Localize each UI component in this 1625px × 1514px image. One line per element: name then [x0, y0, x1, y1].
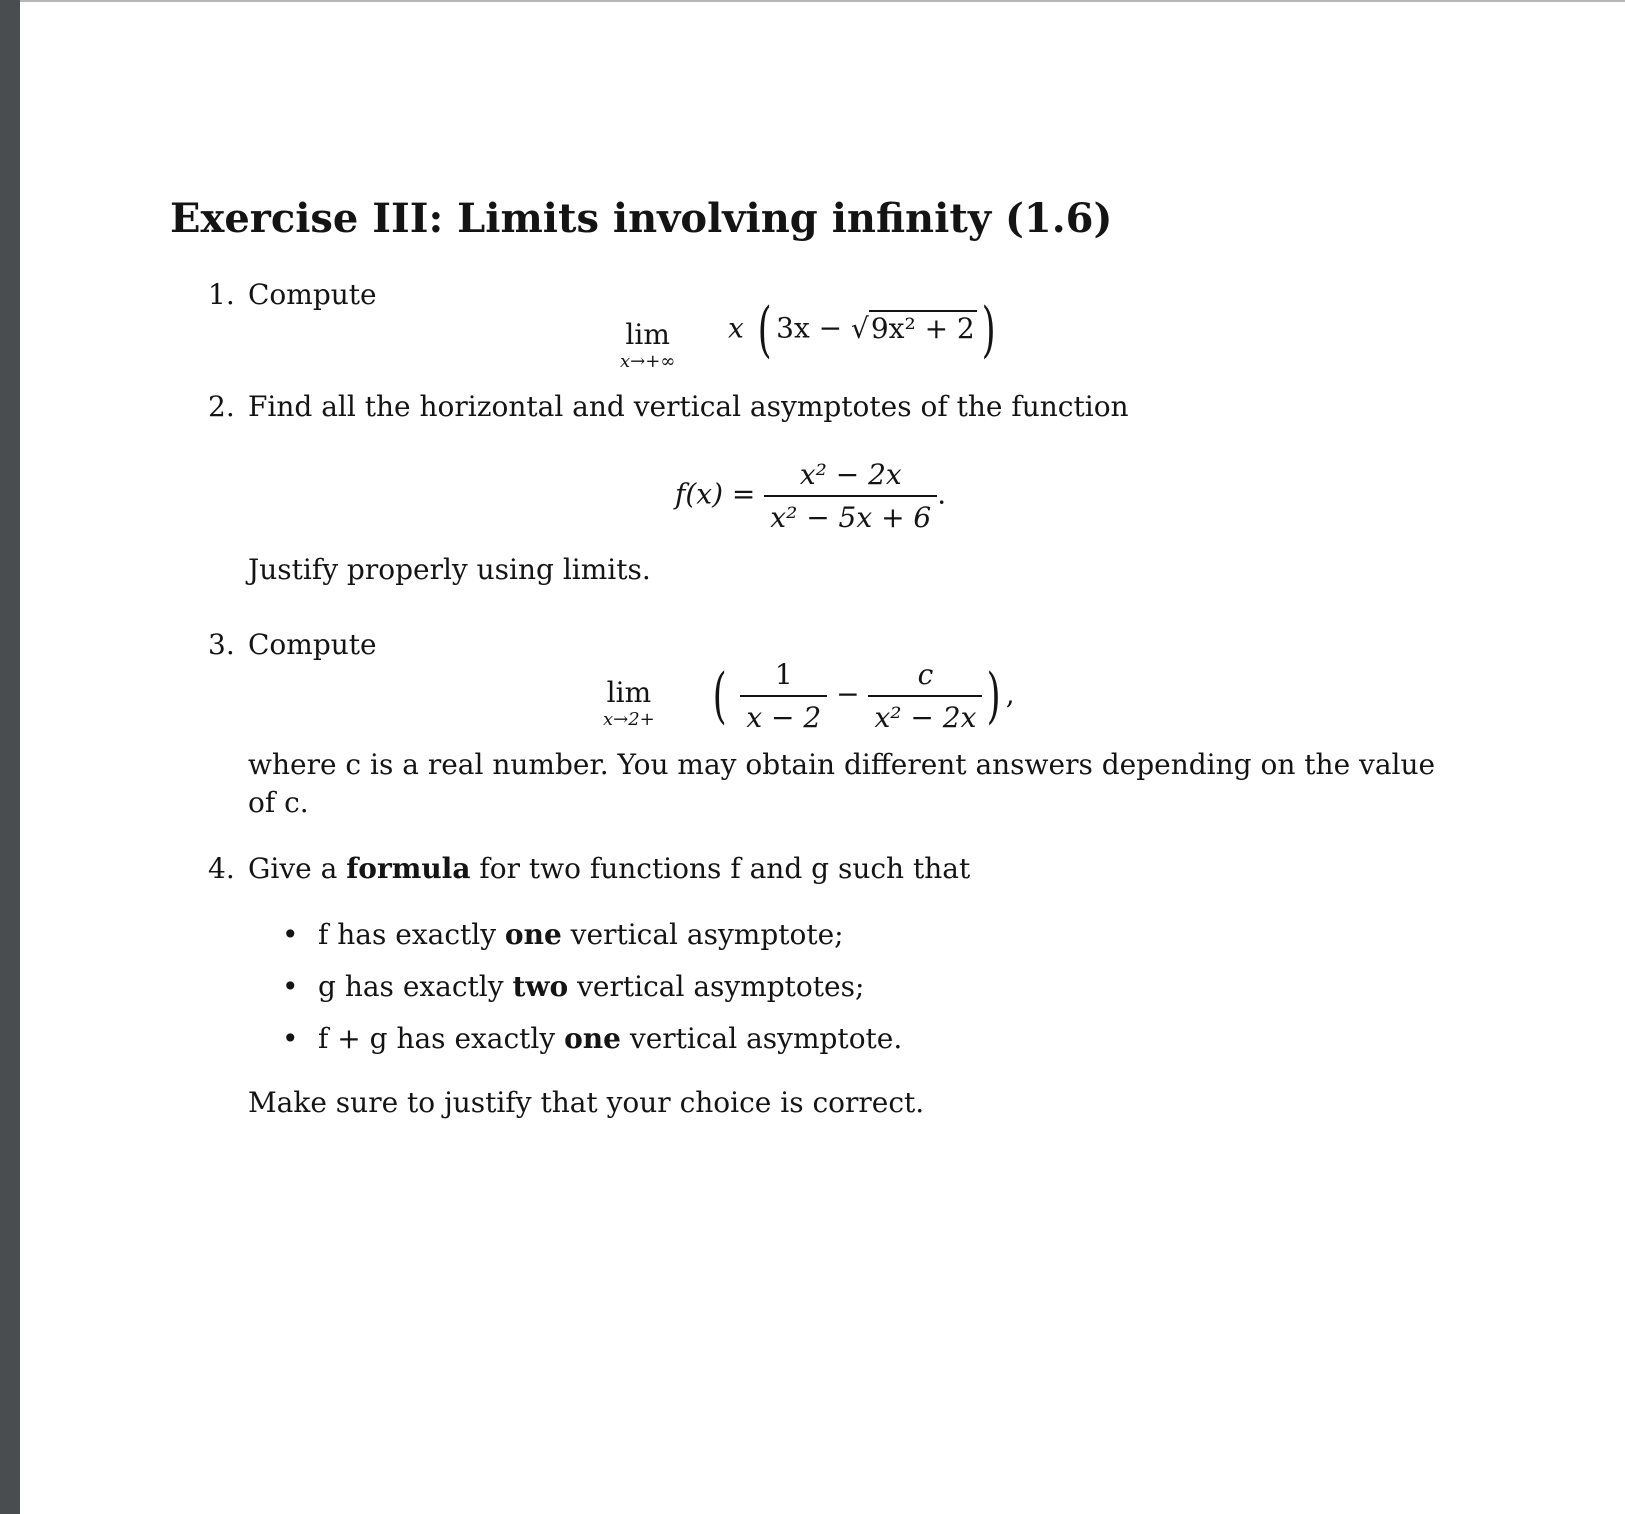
item-4-number: 4.: [208, 852, 235, 885]
bullet-2-bold: two: [512, 970, 569, 1003]
item-1-number: 1.: [208, 278, 235, 311]
fraction-numerator: x² − 2x: [799, 458, 902, 491]
limit-subscript: x→+∞: [620, 351, 676, 372]
item-2-text: Find all the horizontal and vertical asymptotes of the function: [248, 390, 1129, 423]
item-1-expression: [728, 295, 1000, 365]
trailing-comma: ,: [1005, 677, 1015, 711]
bullet-2-text: [318, 970, 864, 1003]
limit-word: lim: [625, 318, 670, 351]
item-2-function: [675, 458, 946, 534]
item-2-justify: Justify properly using limits.: [248, 553, 651, 586]
fraction-1: [740, 658, 827, 734]
expr-x: x: [728, 311, 744, 345]
bullet-2-post: vertical asymptotes;: [568, 970, 865, 1003]
function-lhs: f(x) =: [675, 477, 756, 511]
expr-3x-minus: 3x −: [776, 311, 851, 345]
bullet-2-marker: •: [282, 970, 299, 1003]
limit-word: lim: [606, 676, 652, 709]
bullet-3-marker: •: [282, 1022, 299, 1055]
page-title: Exercise III: Limits involving infinity (1.6): [170, 195, 1113, 242]
right-paren: ): [981, 295, 996, 365]
fraction-1-numerator: 1: [774, 658, 793, 691]
bullet-3-bold: one: [564, 1022, 621, 1055]
bullet-1-text: [318, 918, 844, 951]
item-3-number: 3.: [208, 628, 235, 661]
fraction-denominator: x² − 5x + 6: [764, 495, 937, 534]
bullet-2-pre: g has exactly: [318, 970, 513, 1003]
bullet-3-post: vertical asymptote.: [620, 1022, 903, 1055]
left-paren: (: [757, 295, 772, 365]
function-fraction: [764, 458, 937, 534]
sqrt-symbol: √: [851, 311, 869, 345]
sqrt-argument: 9x² + 2: [870, 311, 975, 345]
item-2-number: 2.: [208, 390, 235, 423]
fraction-2-numerator: c: [917, 658, 934, 691]
item-4-text-post: for two functions f and g such that: [470, 852, 971, 885]
bullet-1-pre: f has exactly: [318, 918, 505, 951]
bullet-3-text: [318, 1022, 902, 1055]
fraction-1-denominator: x − 2: [740, 695, 827, 734]
item-3-limit: [603, 676, 655, 729]
bullet-1-marker: •: [282, 918, 299, 951]
trailing-period: .: [937, 477, 947, 511]
right-paren: ): [987, 661, 1002, 731]
item-4-text: [248, 852, 970, 885]
minus-sign: −: [836, 677, 860, 711]
item-1-text: Compute: [248, 278, 377, 311]
page-top-border: [20, 0, 1625, 2]
item-3-where-line-2: of c.: [248, 786, 309, 819]
document-page: [20, 0, 1625, 1514]
item-4-text-bold: formula: [346, 852, 471, 885]
square-root: [851, 312, 977, 345]
limit-subscript: x→2+: [603, 709, 655, 730]
fraction-2: [868, 658, 982, 734]
bullet-3-pre: f + g has exactly: [318, 1022, 565, 1055]
item-3-where-line-1: where c is a real number. You may obtain different answers depending on the value: [248, 748, 1436, 781]
item-3-text: Compute: [248, 628, 377, 661]
bullet-1-bold: one: [504, 918, 562, 951]
item-4-text-pre: Give a: [248, 852, 347, 885]
item-4-justify: Make sure to justify that your choice is correct.: [248, 1086, 925, 1119]
left-paren: (: [712, 661, 727, 731]
fraction-2-denominator: x² − 2x: [868, 695, 982, 734]
item-1-limit: [620, 318, 675, 371]
bullet-1-post: vertical asymptote;: [561, 918, 844, 951]
item-3-expression: [708, 658, 1015, 734]
